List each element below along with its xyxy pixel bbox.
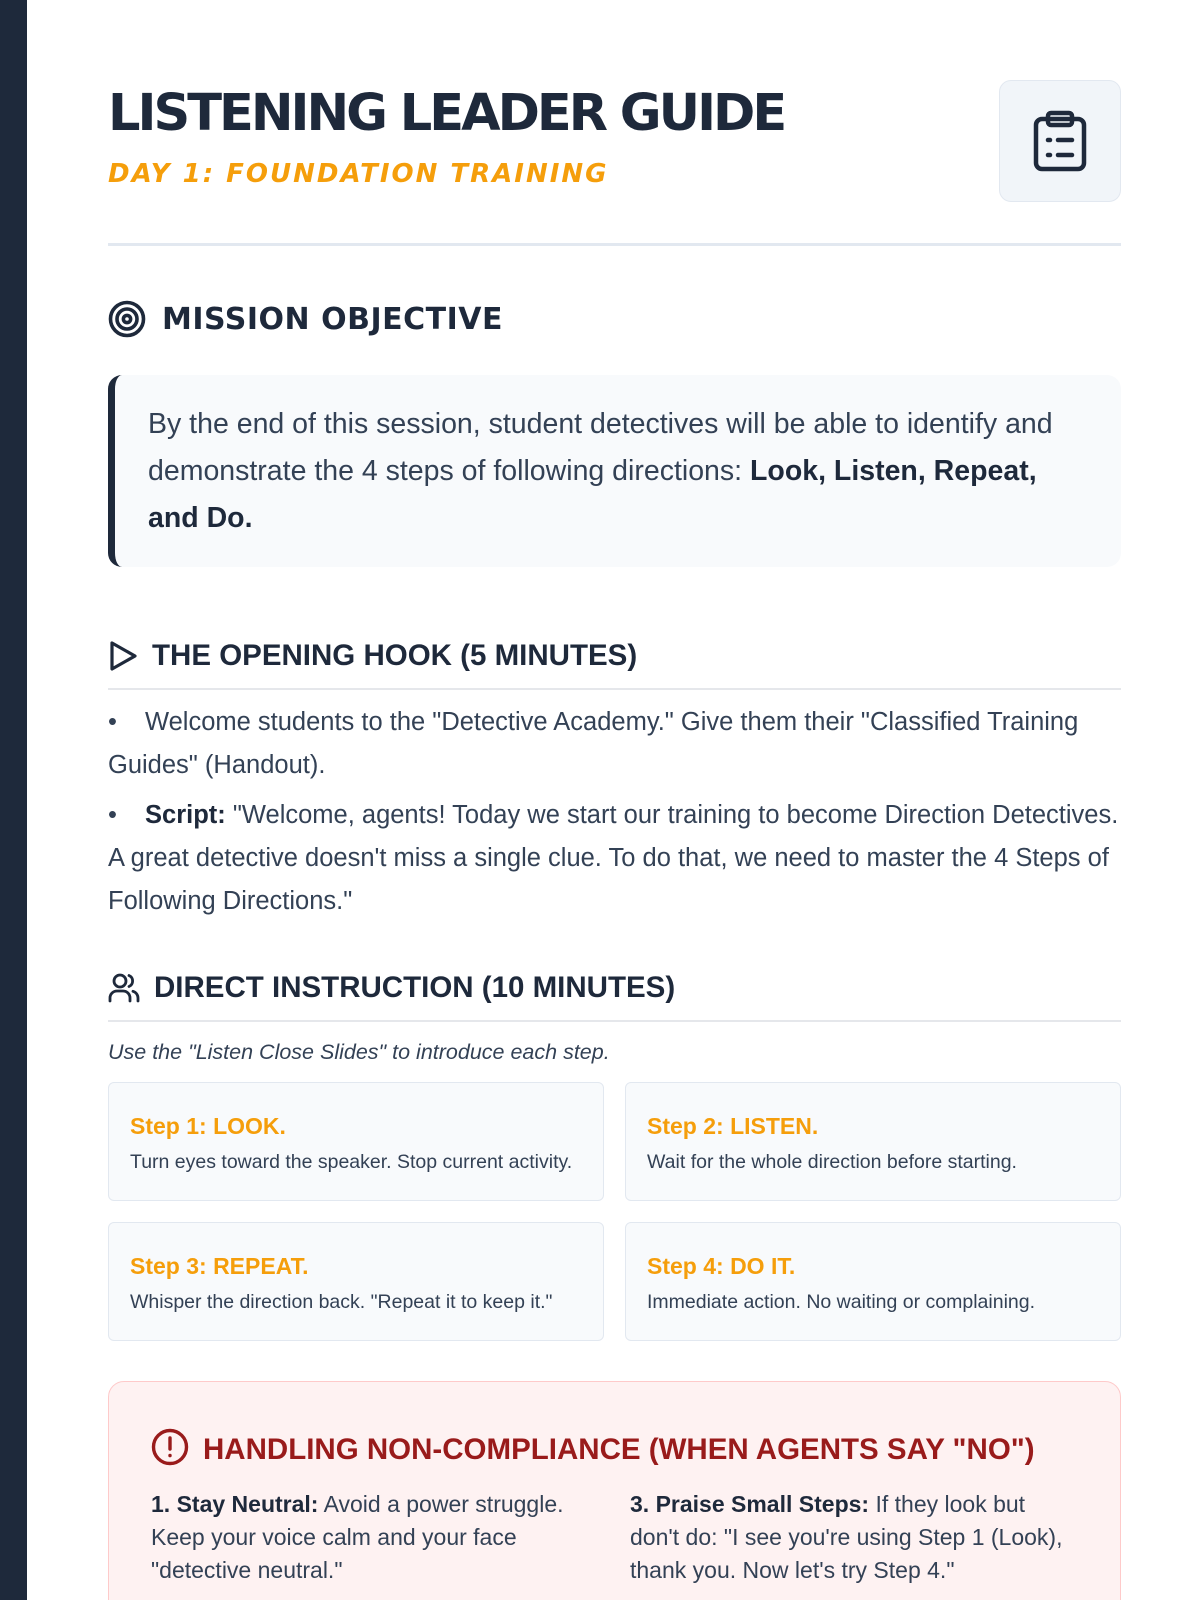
step-card-repeat (108, 1222, 604, 1341)
steps-grid (108, 1082, 1121, 1341)
non-compliance-box (108, 1381, 1121, 1600)
step-title: Step 3: REPEAT. (130, 1253, 309, 1279)
non-compliance-heading (151, 1428, 1035, 1471)
step-card-do-it (625, 1222, 1121, 1341)
opening-hook-list (108, 701, 1121, 930)
hook-bullet-text: "Welcome, agents! Today we start our training to become Direction Detectives. A great detective doesn't miss a single clue. To do that, we need to master the 4 Steps of Following Directions." (108, 801, 1119, 915)
mission-heading-label: MISSION OBJECTIVE (162, 301, 503, 337)
step-description: Immediate action. No waiting or complaining. (647, 1291, 1036, 1313)
instruction-note: Use the "Listen Close Slides" to introduce each step. (108, 1040, 610, 1064)
opening-hook-divider (108, 688, 1121, 690)
direct-instruction-heading (108, 970, 675, 1006)
step-card-look (108, 1082, 604, 1201)
direct-instruction-divider (108, 1020, 1121, 1022)
step-description: Turn eyes toward the speaker. Stop current activity. (130, 1151, 573, 1173)
play-icon (108, 640, 138, 672)
non-compliance-label: HANDLING NON-COMPLIANCE (WHEN AGENTS SAY "NO") (203, 1432, 1035, 1466)
hook-bullet-bold: Script: (145, 801, 226, 829)
mission-heading (108, 300, 503, 338)
mission-objective-box (108, 375, 1121, 567)
opening-hook-heading (108, 638, 637, 674)
step-description: Whisper the direction back. "Repeat it to keep it." (130, 1291, 553, 1313)
step-card-listen (625, 1082, 1121, 1201)
tip-text: Avoid a power struggle. Keep your voice calm and your face "detective neutral." (151, 1491, 564, 1583)
list-item: • Script: "Welcome, agents! Today we start our training to become Direction Detectives. A great detective doesn't miss a single clue. To do that, we need to master the 4 Steps of Following Directions." (108, 801, 1119, 915)
opening-hook-label: THE OPENING HOOK (5 MINUTES) (152, 639, 638, 672)
non-compliance-tips (151, 1488, 1080, 1587)
mission-text: By the end of this session, student detectives will be able to identify and demonstrate the 4 steps of following directions: (148, 408, 1053, 487)
page-title: LISTENING LEADER GUIDE (108, 84, 785, 143)
users-icon (108, 973, 140, 1003)
step-title: Step 2: LISTEN. (647, 1113, 819, 1139)
target-icon (108, 300, 146, 338)
hook-bullet-text: Welcome students to the "Detective Academy." Give them their "Classified Training Guides" (Handout). (108, 708, 1079, 779)
tip-bold: 1. Stay Neutral: (151, 1491, 319, 1517)
tip-bold: 3. Praise Small Steps: (630, 1491, 870, 1517)
step-description: Wait for the whole direction before starting. (647, 1151, 1017, 1173)
step-title: Step 1: LOOK. (130, 1113, 286, 1139)
list-item: • Welcome students to the "Detective Academy." Give them their "Classified Training Guides" (Handout). (108, 708, 1079, 779)
clipboard-icon (1033, 110, 1087, 172)
clipboard-button[interactable] (999, 80, 1121, 202)
tip-stay-neutral (151, 1488, 601, 1587)
page-header (108, 80, 1121, 246)
alert-circle-icon (151, 1428, 189, 1471)
guide-page (108, 0, 1121, 1600)
direct-instruction-label: DIRECT INSTRUCTION (10 MINUTES) (154, 971, 676, 1004)
mission-bold-steps: Look, Listen, Repeat, and Do. (148, 455, 1037, 534)
tip-text: If they look but don't do: "I see you're using Step 1 (Look), thank you. Now let's try Step 4." (630, 1491, 1063, 1583)
tip-praise-small-steps (630, 1488, 1080, 1587)
step-title: Step 4: DO IT. (647, 1253, 796, 1279)
left-accent-bar (0, 0, 27, 1600)
page-subtitle: DAY 1: FOUNDATION TRAINING (108, 159, 609, 189)
